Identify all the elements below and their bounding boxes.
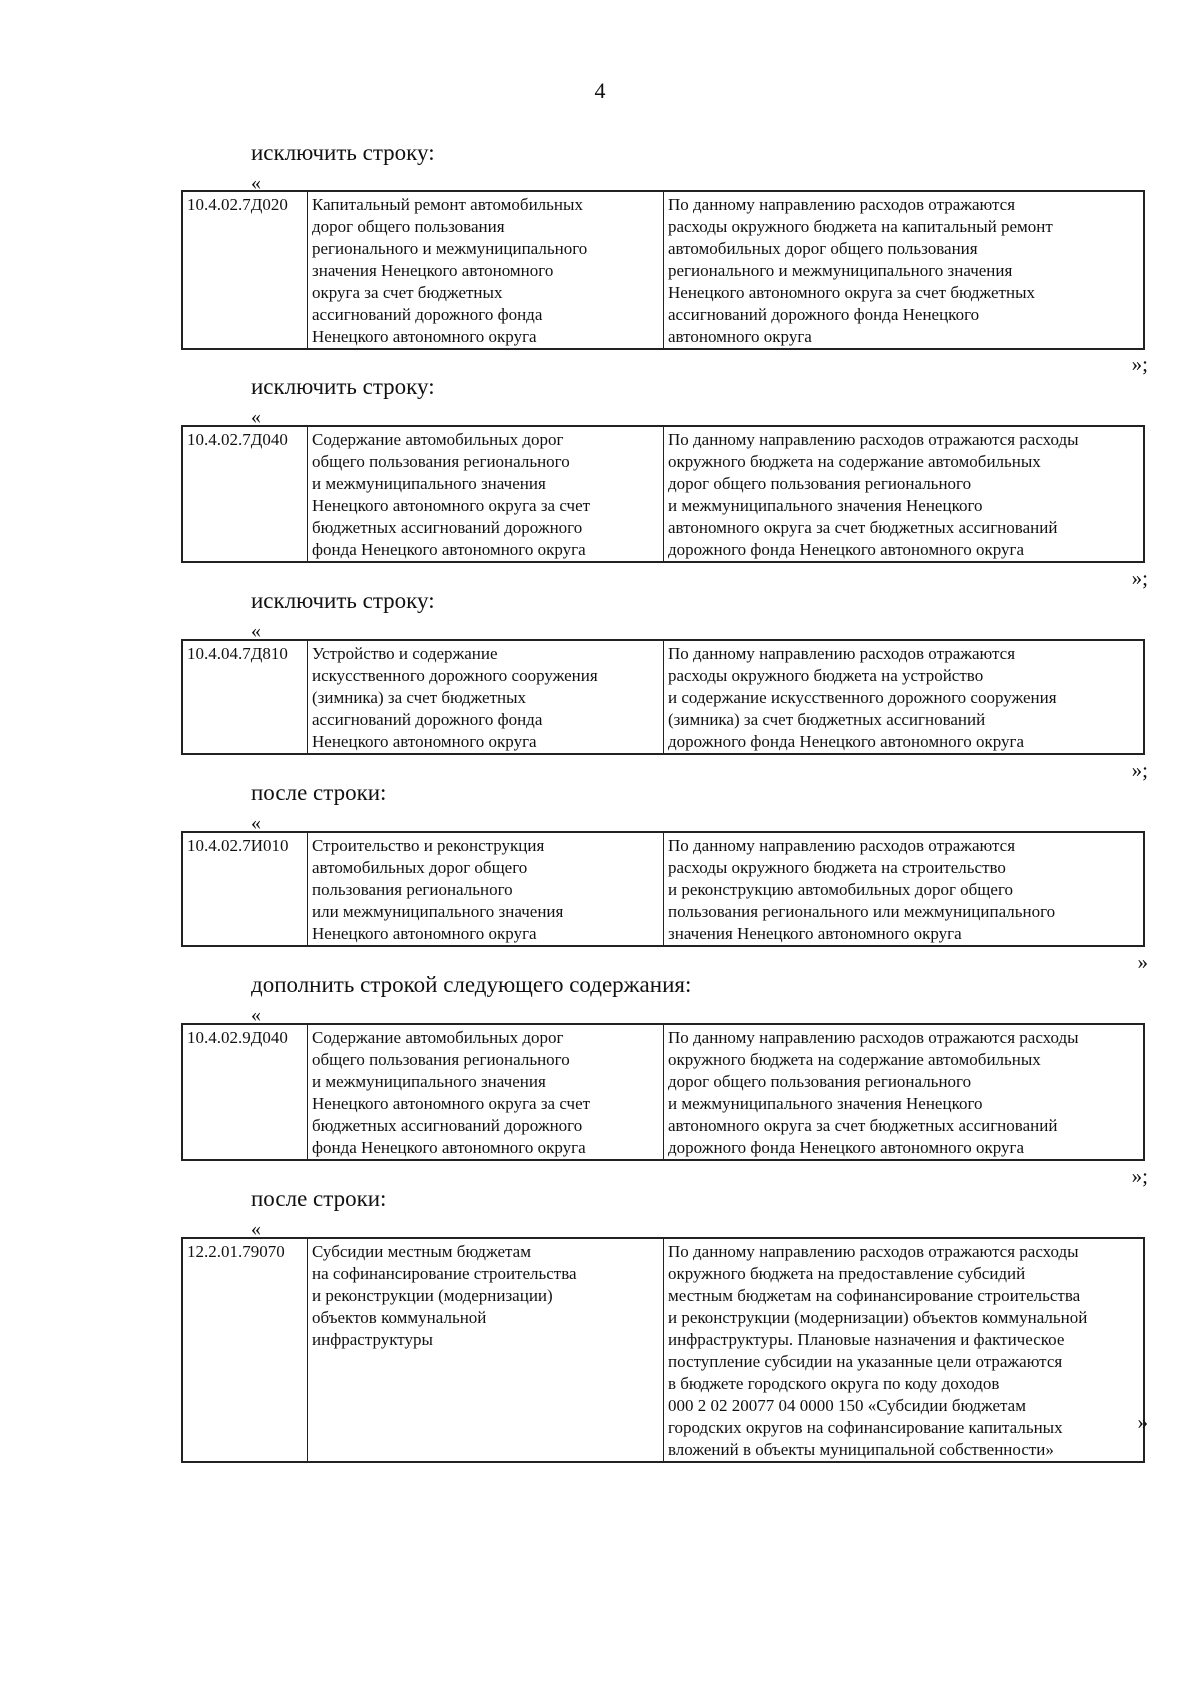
description-line: и межмуниципального значения Ненецкого bbox=[668, 1094, 983, 1113]
name-cell bbox=[308, 1238, 664, 1462]
description-line: местным бюджетам на софинансирование строительства bbox=[668, 1286, 1081, 1305]
code-cell: 12.2.01.79070 bbox=[187, 1242, 285, 1261]
name-line: и межмуниципального значения bbox=[312, 474, 546, 493]
opening-quote: « bbox=[251, 1004, 261, 1026]
name-line: автомобильных дорог общего bbox=[312, 858, 528, 877]
table-row bbox=[182, 191, 1144, 349]
name-line: на софинансирование строительства bbox=[312, 1264, 577, 1283]
description-line: в бюджете городского округа по коду доходов bbox=[668, 1374, 1000, 1393]
code-cell: 10.4.02.7Д040 bbox=[187, 430, 288, 449]
name-line: общего пользования регионального bbox=[312, 1050, 570, 1069]
description-line: автономного округа bbox=[668, 327, 812, 346]
description-line: инфраструктуры. Плановые назначения и фактическое bbox=[668, 1330, 1065, 1349]
description-line: дорожного фонда Ненецкого автономного округа bbox=[668, 1138, 1025, 1157]
description-line: По данному направлению расходов отражаются расходы bbox=[668, 1242, 1079, 1261]
instruction-heading: дополнить строкой следующего содержания: bbox=[251, 972, 692, 997]
opening-quote: « bbox=[251, 1218, 261, 1240]
name-line: бюджетных ассигнований дорожного bbox=[312, 518, 583, 537]
table-row bbox=[182, 1238, 1144, 1462]
name-line: ассигнований дорожного фонда bbox=[312, 305, 543, 324]
page-number: 4 bbox=[594, 78, 606, 103]
description-line: По данному направлению расходов отражаются bbox=[668, 644, 1016, 663]
description-line: и межмуниципального значения Ненецкого bbox=[668, 496, 983, 515]
name-line: Ненецкого автономного округа за счет bbox=[312, 496, 591, 515]
name-line: и межмуниципального значения bbox=[312, 1072, 546, 1091]
description-line: городских округов на софинансирование капитальных bbox=[668, 1418, 1063, 1437]
name-line: Ненецкого автономного округа bbox=[312, 924, 537, 943]
classification-row-table bbox=[181, 1023, 1145, 1161]
description-line: автономного округа за счет бюджетных ассигнований bbox=[668, 518, 1058, 537]
description-line: Ненецкого автономного округа за счет бюджетных bbox=[668, 283, 1035, 302]
closing-quote: » bbox=[1137, 950, 1148, 974]
name-line: (зимника) за счет бюджетных bbox=[312, 688, 527, 707]
closing-quote: »; bbox=[1131, 1164, 1148, 1188]
name-line: и реконструкции (модернизации) bbox=[312, 1286, 553, 1305]
name-line: искусственного дорожного сооружения bbox=[312, 666, 598, 685]
classification-row-table bbox=[181, 831, 1145, 947]
description-line: дорожного фонда Ненецкого автономного округа bbox=[668, 540, 1025, 559]
opening-quote: « bbox=[251, 406, 261, 428]
description-line: пользования регионального или межмуниципального bbox=[668, 902, 1056, 921]
description-line: (зимника) за счет бюджетных ассигнований bbox=[668, 710, 986, 729]
code-cell: 10.4.02.7И010 bbox=[187, 836, 289, 855]
name-cell bbox=[308, 191, 664, 349]
name-line: фонда Ненецкого автономного округа bbox=[312, 1138, 586, 1157]
description-line: дорог общего пользования регионального bbox=[668, 474, 972, 493]
description-line: и содержание искусственного дорожного сооружения bbox=[668, 688, 1057, 707]
name-line: общего пользования регионального bbox=[312, 452, 570, 471]
description-line: 000 2 02 20077 04 0000 150 «Субсидии бюджетам bbox=[668, 1396, 1026, 1415]
name-line: дорог общего пользования bbox=[312, 217, 505, 236]
description-line: ассигнований дорожного фонда Ненецкого bbox=[668, 305, 980, 324]
description-line: и реконструкции (модернизации) объектов коммунальной bbox=[668, 1308, 1088, 1327]
name-line: ассигнований дорожного фонда bbox=[312, 710, 543, 729]
opening-quote: « bbox=[251, 172, 261, 194]
name-line: Строительство и реконструкция bbox=[312, 836, 545, 855]
description-line: расходы окружного бюджета на устройство bbox=[668, 666, 984, 685]
description-cell bbox=[664, 426, 1145, 562]
classification-row-table bbox=[181, 639, 1145, 755]
name-line: значения Ненецкого автономного bbox=[312, 261, 554, 280]
description-line: вложений в объекты муниципальной собственности» bbox=[668, 1440, 1054, 1459]
description-cell bbox=[664, 1024, 1145, 1160]
code-cell: 10.4.04.7Д810 bbox=[187, 644, 288, 663]
table-row bbox=[182, 832, 1144, 946]
description-cell bbox=[664, 640, 1145, 754]
classification-row-table bbox=[181, 425, 1145, 563]
closing-quote: »; bbox=[1131, 566, 1148, 590]
opening-quote: « bbox=[251, 620, 261, 642]
name-line: Ненецкого автономного округа bbox=[312, 327, 537, 346]
name-line: Ненецкого автономного округа bbox=[312, 732, 537, 751]
table-row bbox=[182, 640, 1144, 754]
instruction-heading: исключить строку: bbox=[251, 140, 435, 165]
description-line: расходы окружного бюджета на капитальный ремонт bbox=[668, 217, 1053, 236]
description-line: значения Ненецкого автономного округа bbox=[668, 924, 962, 943]
description-cell bbox=[664, 191, 1145, 349]
classification-row-table bbox=[181, 190, 1145, 350]
name-line: Содержание автомобильных дорог bbox=[312, 1028, 564, 1047]
description-line: автомобильных дорог общего пользования bbox=[668, 239, 978, 258]
classification-row-table bbox=[181, 1237, 1145, 1463]
description-cell bbox=[664, 1238, 1145, 1462]
closing-quote: »; bbox=[1131, 758, 1148, 782]
name-line: регионального и межмуниципального bbox=[312, 239, 588, 258]
description-line: По данному направлению расходов отражаются bbox=[668, 836, 1016, 855]
name-cell bbox=[308, 832, 664, 946]
description-line: регионального и межмуниципального значения bbox=[668, 261, 1013, 280]
name-line: округа за счет бюджетных bbox=[312, 283, 503, 302]
description-line: расходы окружного бюджета на строительство bbox=[668, 858, 1006, 877]
description-cell bbox=[664, 832, 1145, 946]
opening-quote: « bbox=[251, 812, 261, 834]
code-cell: 10.4.02.7Д020 bbox=[187, 195, 288, 214]
name-line: или межмуниципального значения bbox=[312, 902, 564, 921]
description-line: автономного округа за счет бюджетных ассигнований bbox=[668, 1116, 1058, 1135]
closing-quote: » bbox=[1137, 1410, 1148, 1434]
description-line: дорожного фонда Ненецкого автономного округа bbox=[668, 732, 1025, 751]
closing-quote: »; bbox=[1131, 352, 1148, 376]
description-line: По данному направлению расходов отражаются расходы bbox=[668, 1028, 1079, 1047]
description-line: По данному направлению расходов отражаются расходы bbox=[668, 430, 1079, 449]
name-line: Содержание автомобильных дорог bbox=[312, 430, 564, 449]
instruction-heading: исключить строку: bbox=[251, 374, 435, 399]
instruction-heading: после строки: bbox=[251, 780, 387, 805]
name-cell bbox=[308, 1024, 664, 1160]
name-cell bbox=[308, 640, 664, 754]
name-line: Субсидии местным бюджетам bbox=[312, 1242, 531, 1261]
name-line: бюджетных ассигнований дорожного bbox=[312, 1116, 583, 1135]
description-line: По данному направлению расходов отражаются bbox=[668, 195, 1016, 214]
table-row bbox=[182, 1024, 1144, 1160]
description-line: дорог общего пользования регионального bbox=[668, 1072, 972, 1091]
name-line: фонда Ненецкого автономного округа bbox=[312, 540, 586, 559]
instruction-heading: исключить строку: bbox=[251, 588, 435, 613]
name-line: инфраструктуры bbox=[312, 1330, 433, 1349]
name-line: Устройство и содержание bbox=[312, 644, 498, 663]
description-line: окружного бюджета на содержание автомобильных bbox=[668, 1050, 1041, 1069]
instruction-heading: после строки: bbox=[251, 1186, 387, 1211]
name-cell bbox=[308, 426, 664, 562]
code-cell: 10.4.02.9Д040 bbox=[187, 1028, 288, 1047]
description-line: окружного бюджета на предоставление субсидий bbox=[668, 1264, 1026, 1283]
description-line: поступление субсидии на указанные цели отражаются bbox=[668, 1352, 1063, 1371]
description-line: и реконструкцию автомобильных дорог общего bbox=[668, 880, 1013, 899]
name-line: объектов коммунальной bbox=[312, 1308, 487, 1327]
table-row bbox=[182, 426, 1144, 562]
name-line: Ненецкого автономного округа за счет bbox=[312, 1094, 591, 1113]
name-line: пользования регионального bbox=[312, 880, 513, 899]
name-line: Капитальный ремонт автомобильных bbox=[312, 195, 583, 214]
description-line: окружного бюджета на содержание автомобильных bbox=[668, 452, 1041, 471]
